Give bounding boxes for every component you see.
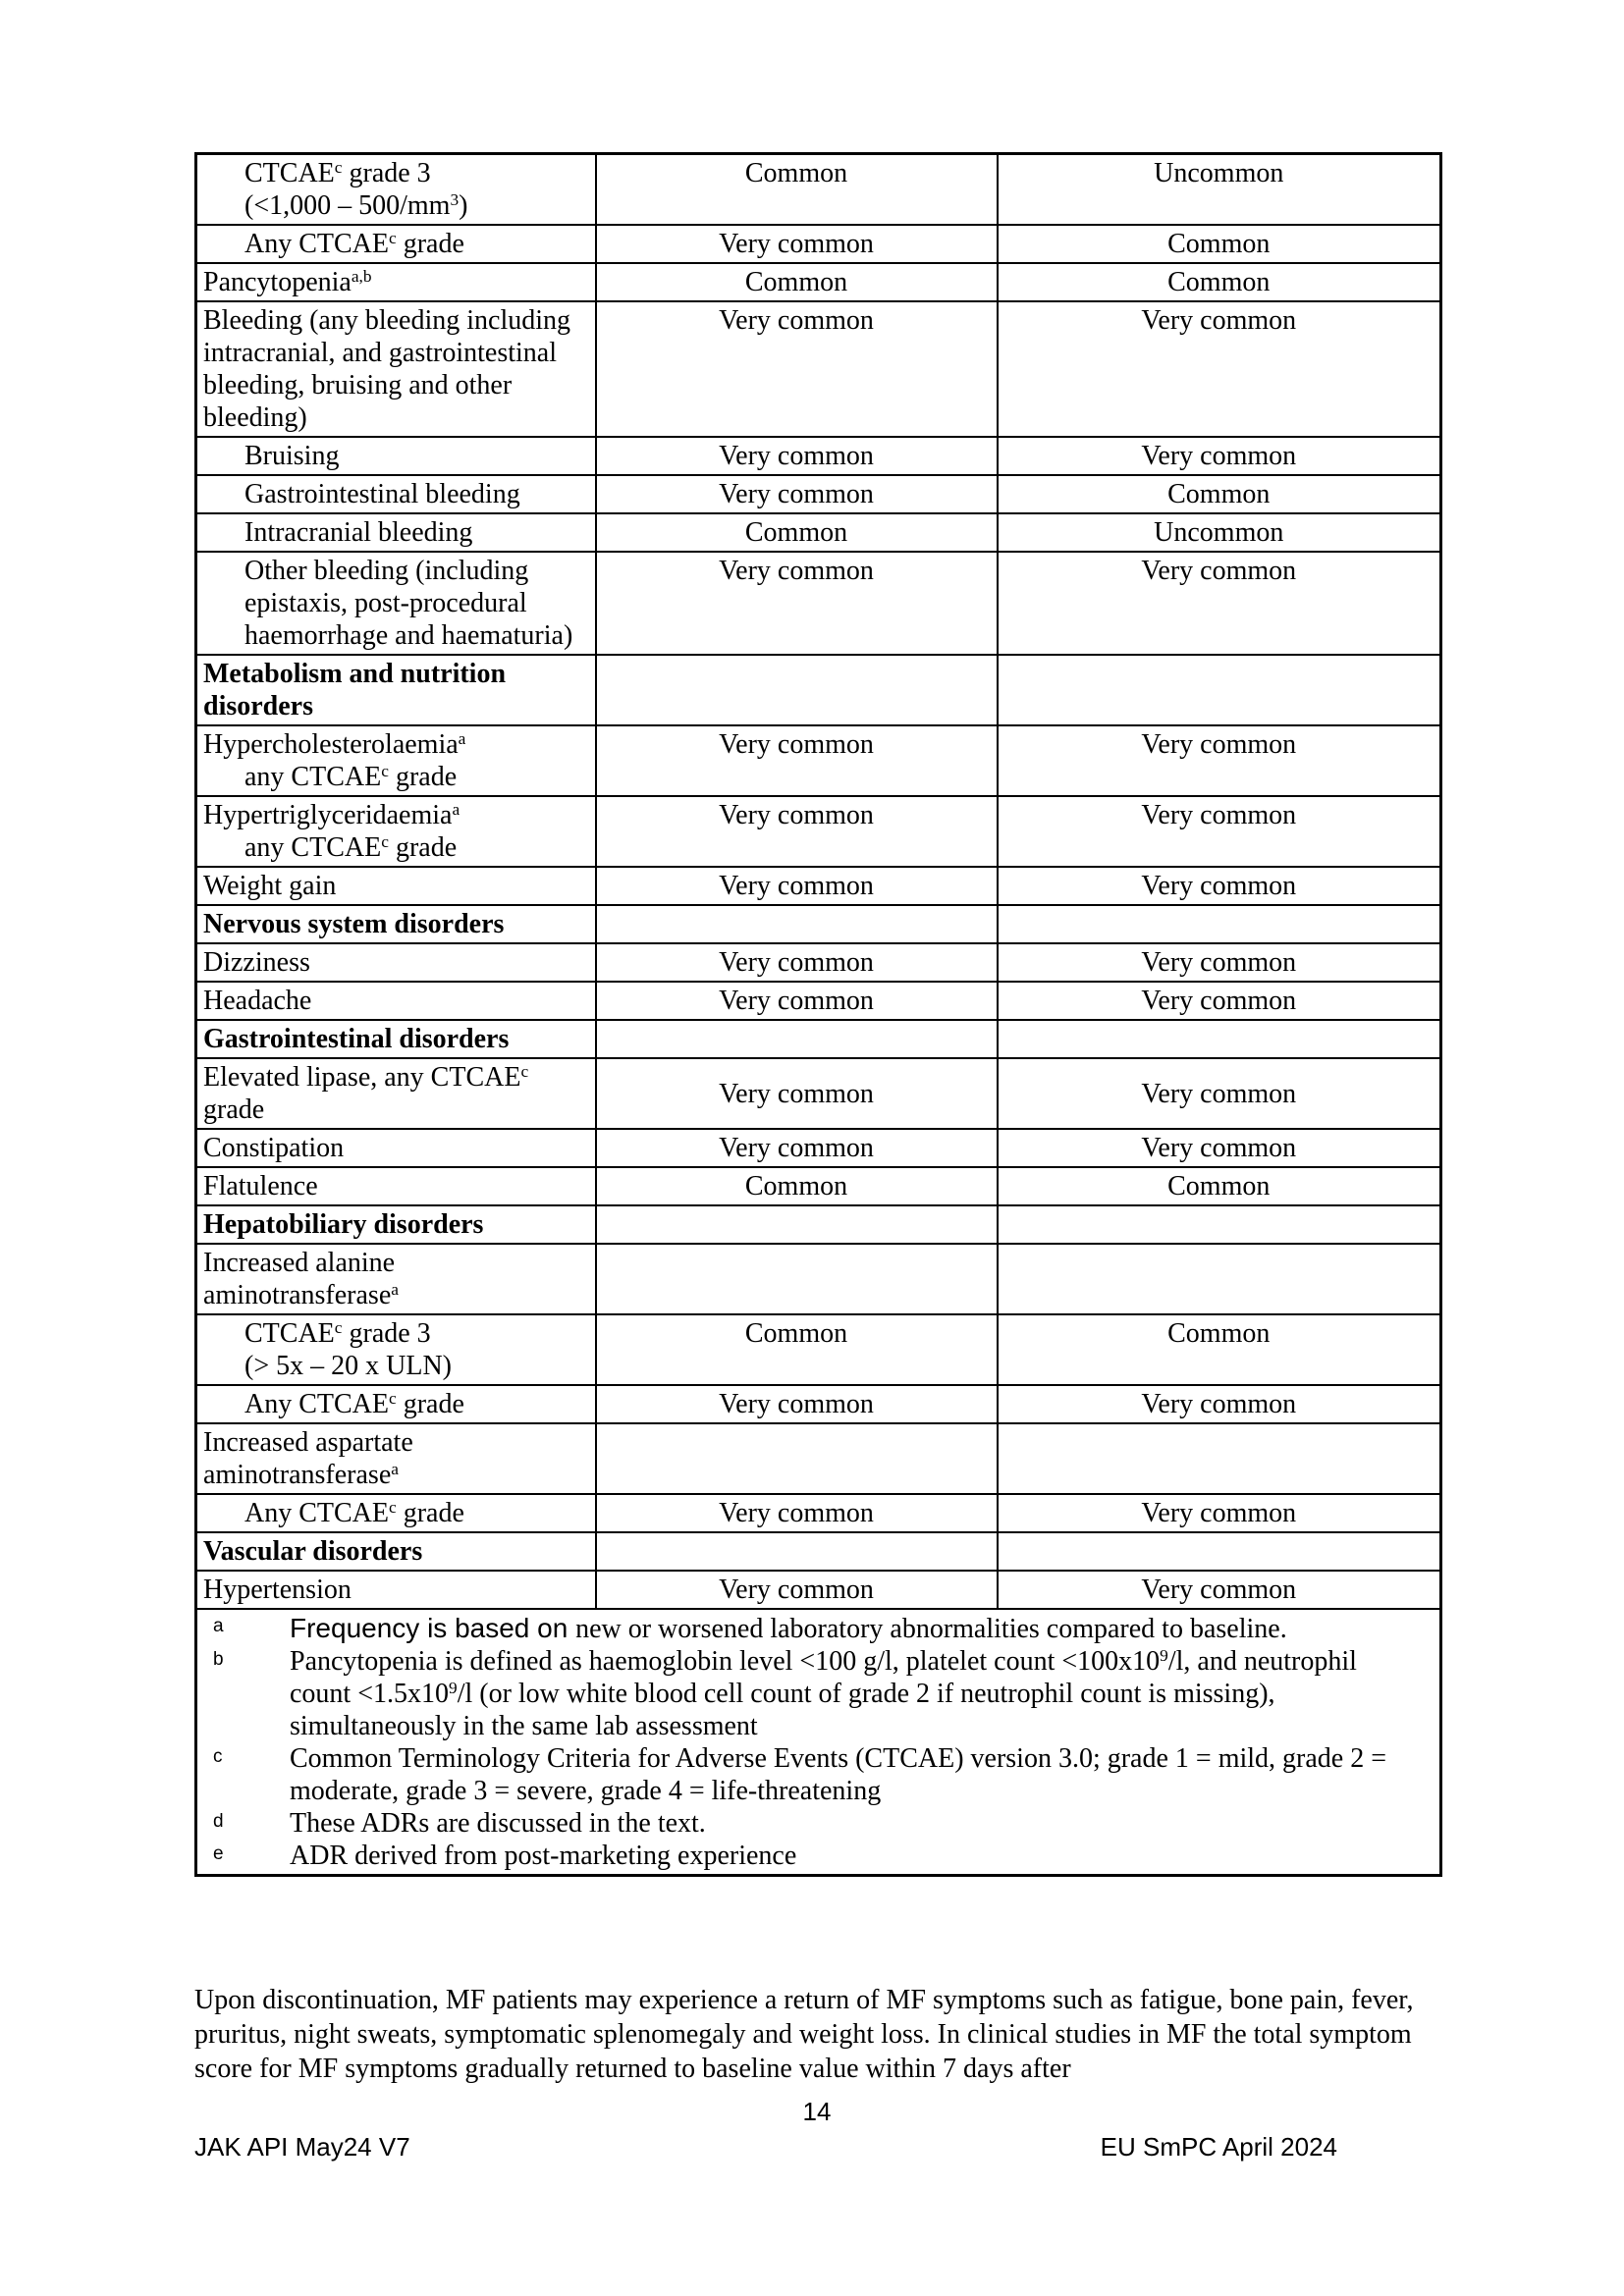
term-line: CTCAE$^c$ grade 3 xyxy=(244,1318,431,1349)
frequency-cell: Very common xyxy=(596,437,998,475)
term-line: Bruising xyxy=(244,441,340,471)
table-row xyxy=(196,1532,1441,1571)
table-row xyxy=(196,725,1441,796)
term-cell xyxy=(196,1571,596,1609)
section-header-cell xyxy=(196,1020,596,1058)
section-header-cell xyxy=(196,905,596,943)
table-row xyxy=(196,1244,1441,1314)
frequency-cell: Common xyxy=(596,263,998,301)
term-line: Hypertension xyxy=(203,1575,352,1605)
adr-frequency-table xyxy=(194,152,1442,1877)
frequency-cell: Very common xyxy=(596,1058,998,1129)
frequency-cell xyxy=(998,905,1441,943)
table-row xyxy=(196,943,1441,982)
frequency-cell: Very common xyxy=(596,1494,998,1532)
term-line: CTCAE$^c$ grade 3 xyxy=(244,158,431,188)
frequency-cell: Very common xyxy=(596,1385,998,1423)
term-cell xyxy=(196,1129,596,1167)
frequency-cell: Very common xyxy=(596,552,998,655)
section-header-cell xyxy=(196,655,596,725)
footnote-text: Frequency is based on new or worsened laboratory abnormalities compared to baseline. xyxy=(290,1613,1287,1644)
table-row xyxy=(196,982,1441,1020)
frequency-cell: Common xyxy=(998,1314,1441,1385)
frequency-cell: Common xyxy=(596,1314,998,1385)
term-cell xyxy=(196,225,596,263)
footnote-text: Common Terminology Criteria for Adverse Events (CTCAE) version 3.0; grade 1 = mild, grade 2 = moderate, grade 3 = severe, grade 4 = life-threatening xyxy=(290,1743,1387,1806)
table-row xyxy=(196,1494,1441,1532)
term-line: Headache xyxy=(203,986,312,1016)
frequency-cell: Very common xyxy=(596,796,998,867)
frequency-cell xyxy=(998,655,1441,725)
frequency-cell xyxy=(596,905,998,943)
term-line: Gastrointestinal bleeding xyxy=(244,479,520,509)
term-cell xyxy=(196,1314,596,1385)
frequency-cell: Very common xyxy=(998,301,1441,437)
footnote-text: ADR derived from post-marketing experience xyxy=(290,1841,797,1871)
term-line: Constipation xyxy=(203,1133,345,1163)
table-row xyxy=(196,1205,1441,1244)
term-cell xyxy=(196,263,596,301)
frequency-cell xyxy=(998,1423,1441,1494)
frequency-cell: Very common xyxy=(998,867,1441,905)
term-line: Pancytopenia$^{a,b}$ xyxy=(203,267,372,297)
footer-right-text: EU SmPC April 2024 xyxy=(1100,2132,1337,2162)
term-line: Weight gain xyxy=(203,871,337,901)
table-row xyxy=(196,655,1441,725)
frequency-cell: Very common xyxy=(596,943,998,982)
term-line: Vascular disorders xyxy=(203,1536,423,1567)
term-cell xyxy=(196,1494,596,1532)
footnote-item xyxy=(203,1612,1434,1645)
frequency-cell xyxy=(596,655,998,725)
frequency-cell xyxy=(998,1020,1441,1058)
term-line: Any CTCAE$^c$ grade xyxy=(244,1389,464,1419)
frequency-cell: Uncommon xyxy=(998,154,1441,226)
table-row xyxy=(196,1314,1441,1385)
footnotes-cell xyxy=(196,1609,1441,1876)
frequency-cell xyxy=(596,1020,998,1058)
footnote-marker: c xyxy=(213,1746,223,1767)
frequency-cell: Very common xyxy=(596,1129,998,1167)
frequency-cell: Common xyxy=(596,513,998,552)
frequency-cell: Very common xyxy=(596,225,998,263)
footnote-text: Pancytopenia is defined as haemoglobin level <100 g/l, platelet count $<100x10^9/l$, and neutrophil count $<1.5x10^9/l$ (or low white blood cell count of grade 2 if neutrophil count is missing), simultaneously in the same lab assessment xyxy=(290,1646,1357,1741)
frequency-cell: Very common xyxy=(998,1494,1441,1532)
section-header-cell xyxy=(196,1205,596,1244)
term-line: Any CTCAE$^c$ grade xyxy=(244,1498,464,1528)
term-line: Nervous system disorders xyxy=(203,909,505,939)
term-cell xyxy=(196,1167,596,1205)
term-cell xyxy=(196,1423,596,1494)
footnote-marker: b xyxy=(213,1649,224,1670)
term-cell xyxy=(196,796,596,867)
frequency-cell: Common xyxy=(998,1167,1441,1205)
frequency-cell: Very common xyxy=(998,796,1441,867)
term-line: any CTCAE$^c$ grade xyxy=(244,832,458,863)
footer-left-text: JAK API May24 V7 xyxy=(194,2132,410,2162)
table-row xyxy=(196,1167,1441,1205)
table-row xyxy=(196,796,1441,867)
footnote-marker: e xyxy=(213,1843,224,1864)
frequency-cell: Very common xyxy=(596,982,998,1020)
frequency-cell: Very common xyxy=(596,725,998,796)
frequency-cell xyxy=(596,1532,998,1571)
page-number: 14 xyxy=(802,2097,832,2126)
frequency-cell xyxy=(998,1205,1441,1244)
term-cell xyxy=(196,725,596,796)
frequency-cell xyxy=(596,1423,998,1494)
frequency-cell: Very common xyxy=(998,1571,1441,1609)
footnote-item xyxy=(203,1742,1434,1807)
frequency-cell: Common xyxy=(596,1167,998,1205)
frequency-cell xyxy=(596,1244,998,1314)
table-row xyxy=(196,225,1441,263)
frequency-cell: Very common xyxy=(998,1129,1441,1167)
frequency-cell: Very common xyxy=(998,725,1441,796)
frequency-cell: Uncommon xyxy=(998,513,1441,552)
term-cell xyxy=(196,301,596,437)
table-row xyxy=(196,154,1441,226)
table-row xyxy=(196,1423,1441,1494)
table-row xyxy=(196,867,1441,905)
frequency-cell: Very common xyxy=(998,1058,1441,1129)
term-line: Hepatobiliary disorders xyxy=(203,1209,484,1240)
term-line: Hypercholesterolaemia$^a$ xyxy=(203,729,466,760)
term-line: Increased aspartate aminotransferase$^a$ xyxy=(203,1427,413,1490)
footnote-marker: d xyxy=(213,1811,224,1832)
table-row xyxy=(196,513,1441,552)
term-line: Any CTCAE$^c$ grade xyxy=(244,229,464,259)
body-paragraph: Upon discontinuation, MF patients may experience a return of MF symptoms such as fatigue, bone pain, fever, pruritus, night sweats, symptomatic splenomegaly and weight loss. In clinical studies in MF the total symptom score for MF symptoms gradually returned to baseline value within 7 days after xyxy=(194,1985,1414,2084)
table-row xyxy=(196,263,1441,301)
footnotes-row xyxy=(196,1609,1441,1876)
table-row xyxy=(196,301,1441,437)
section-header-cell xyxy=(196,1532,596,1571)
term-cell xyxy=(196,982,596,1020)
frequency-cell: Very common xyxy=(998,943,1441,982)
frequency-cell: Very common xyxy=(596,301,998,437)
term-line: Metabolism and nutrition disorders xyxy=(203,659,507,721)
table-row xyxy=(196,1571,1441,1609)
frequency-cell: Very common xyxy=(596,475,998,513)
term-line: Other bleeding (including epistaxis, post-procedural haemorrhage and haematuria) xyxy=(244,556,573,651)
term-cell xyxy=(196,437,596,475)
frequency-cell xyxy=(998,1532,1441,1571)
term-line: $(<1,000 - 500/mm^3)$ xyxy=(244,190,468,221)
term-cell xyxy=(196,513,596,552)
frequency-cell: Common xyxy=(998,263,1441,301)
term-line: Dizziness xyxy=(203,947,310,978)
term-line: any CTCAE$^c$ grade xyxy=(244,762,458,792)
frequency-cell: Very common xyxy=(998,437,1441,475)
frequency-cell: Common xyxy=(998,225,1441,263)
frequency-cell: Very common xyxy=(998,552,1441,655)
term-line: Hypertriglyceridaemia$^a$ xyxy=(203,800,460,830)
term-line: Gastrointestinal disorders xyxy=(203,1024,510,1054)
frequency-cell: Very common xyxy=(998,1385,1441,1423)
term-line: Bleeding (any bleeding including intracranial, and gastrointestinal bleeding, bruising and other bleeding) xyxy=(203,305,571,433)
term-cell xyxy=(196,943,596,982)
term-line: Flatulence xyxy=(203,1171,318,1201)
term-cell xyxy=(196,1385,596,1423)
term-cell xyxy=(196,1244,596,1314)
term-line: (> 5x – 20 x ULN) xyxy=(244,1351,452,1381)
frequency-cell: Very common xyxy=(596,867,998,905)
table-row xyxy=(196,552,1441,655)
term-cell xyxy=(196,552,596,655)
footnote-item xyxy=(203,1840,1434,1872)
frequency-cell xyxy=(596,1205,998,1244)
table-row xyxy=(196,1020,1441,1058)
footnote-item xyxy=(203,1645,1434,1742)
table-row xyxy=(196,1058,1441,1129)
frequency-cell: Common xyxy=(998,475,1441,513)
frequency-cell: Very common xyxy=(596,1571,998,1609)
footnote-item xyxy=(203,1807,1434,1840)
footnote-marker: a xyxy=(213,1616,224,1636)
frequency-cell xyxy=(998,1244,1441,1314)
table-row xyxy=(196,1385,1441,1423)
term-cell xyxy=(196,154,596,226)
term-line: Intracranial bleeding xyxy=(244,517,473,548)
term-line: Elevated lipase, any CTCAE$^c$ grade xyxy=(203,1062,529,1125)
frequency-cell: Very common xyxy=(998,982,1441,1020)
term-line: Increased alanine aminotransferase$^a$ xyxy=(203,1248,399,1310)
table-row xyxy=(196,437,1441,475)
term-cell xyxy=(196,867,596,905)
table-row xyxy=(196,905,1441,943)
table-row xyxy=(196,475,1441,513)
frequency-cell: Common xyxy=(596,154,998,226)
term-cell xyxy=(196,475,596,513)
footnote-text: These ADRs are discussed in the text. xyxy=(290,1808,706,1839)
term-cell xyxy=(196,1058,596,1129)
table-row xyxy=(196,1129,1441,1167)
